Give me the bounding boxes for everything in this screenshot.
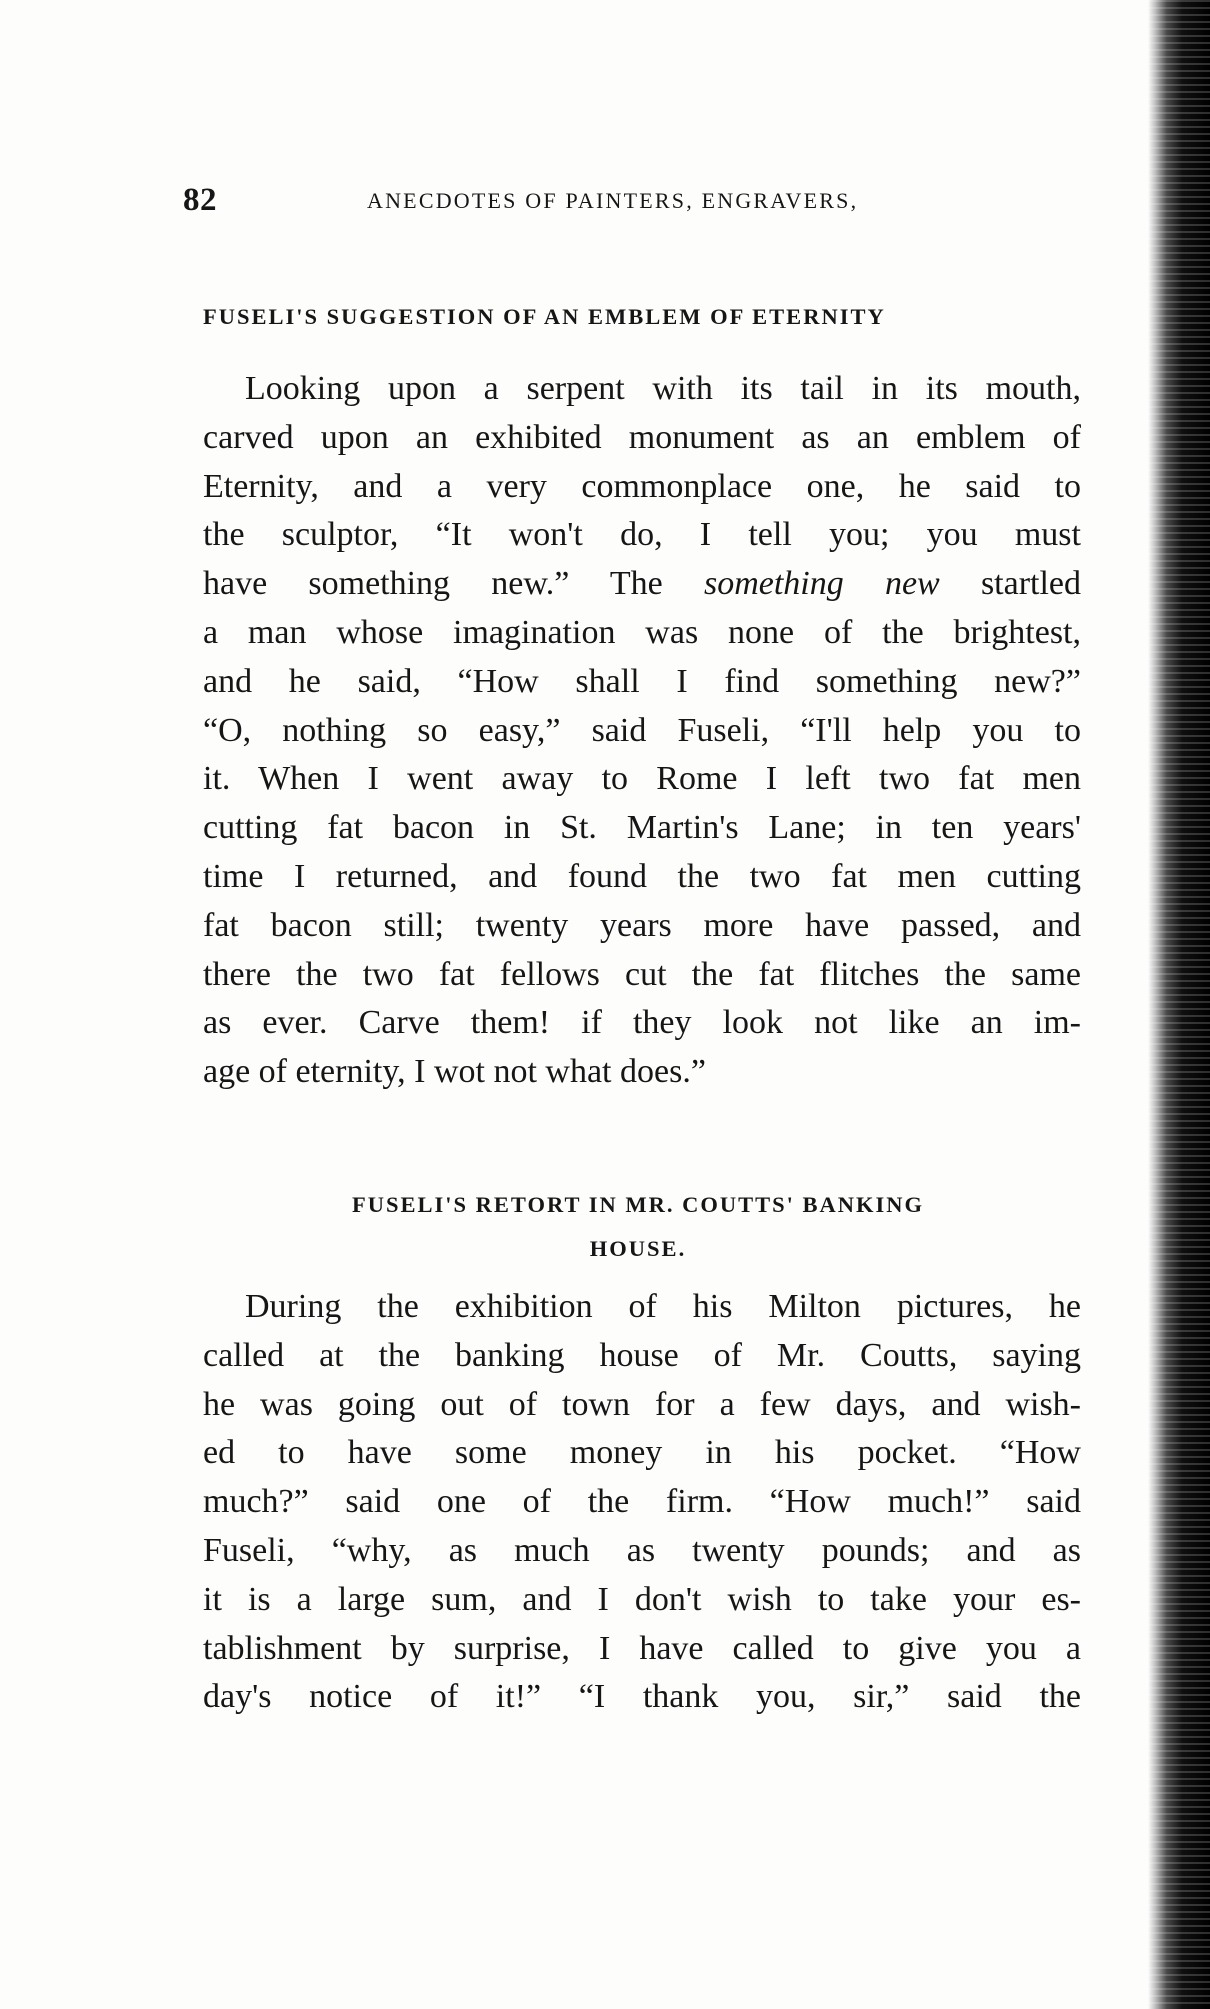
section-heading-line: HOUSE. bbox=[589, 1236, 687, 1261]
text-line: there the two fat fellows cut the fat flitches the same bbox=[203, 955, 1081, 993]
page-number: 82 bbox=[183, 182, 217, 218]
text-line: carved upon an exhibited monument as an emblem of bbox=[203, 418, 1081, 456]
text-line: day's notice of it!” “I thank you, sir,” said the bbox=[203, 1678, 1081, 1716]
text-line: Looking upon a serpent with its tail in its mouth, bbox=[245, 370, 1081, 407]
text-line: the sculptor, “It won't do, I tell you; you must bbox=[203, 516, 1081, 554]
text-line: as ever. Carve them! if they look not like an im- bbox=[203, 1004, 1081, 1042]
section-heading-line: FUSELI'S RETORT IN MR. COUTTS' BANKING bbox=[352, 1192, 924, 1217]
paragraph-emblem-of-eternity bbox=[203, 365, 1081, 1097]
text-line: “O, nothing so easy,” said Fuseli, “I'll help you to bbox=[203, 711, 1081, 749]
running-head bbox=[183, 182, 973, 222]
text-line: During the exhibition of his Milton pictures, he bbox=[245, 1288, 1081, 1325]
text-line: called at the banking house of Mr. Coutts, saying bbox=[203, 1336, 1081, 1374]
section-heading-coutts-banking-house bbox=[203, 1183, 1073, 1271]
text-line: Fuseli, “why, as much as twenty pounds; and as bbox=[203, 1531, 1081, 1569]
paragraph-coutts-banking-house bbox=[203, 1283, 1081, 1722]
text-line: he was going out of town for a few days, and wish- bbox=[203, 1385, 1081, 1423]
text-line: ed to have some money in his pocket. “How bbox=[203, 1434, 1081, 1472]
section-heading-line: FUSELI'S SUGGESTION OF AN EMBLEM OF ETERNITY bbox=[203, 304, 886, 329]
page-binding-edge bbox=[1148, 0, 1210, 2009]
text-line: Eternity, and a very commonplace one, he said to bbox=[203, 467, 1081, 505]
text-line: fat bacon still; twenty years more have passed, and bbox=[203, 906, 1081, 944]
text-line: cutting fat bacon in St. Martin's Lane; in ten years' bbox=[203, 809, 1081, 847]
text-fragment: startled bbox=[980, 565, 1082, 603]
section-heading-emblem-of-eternity bbox=[203, 304, 1073, 330]
text-line: a man whose imagination was none of the brightest, bbox=[203, 613, 1081, 651]
text-line: and he said, “How shall I find something new?” bbox=[203, 662, 1081, 700]
text-line: it is a large sum, and I don't wish to take your es- bbox=[203, 1580, 1081, 1618]
text-line: much?” said one of the firm. “How much!” said bbox=[203, 1483, 1081, 1521]
text-line: time I returned, and found the two fat men cutting bbox=[203, 857, 1081, 895]
text-line: it. When I went away to Rome I left two fat men bbox=[203, 760, 1081, 798]
text-fragment: have something new.” The bbox=[203, 565, 663, 603]
emphasis-text: something new bbox=[703, 565, 940, 603]
text-line: tablishment by surprise, I have called to give you a bbox=[203, 1629, 1081, 1667]
text-line-with-emphasis bbox=[203, 560, 1081, 609]
running-title: ANECDOTES OF PAINTERS, ENGRAVERS, bbox=[367, 188, 859, 213]
text-line: age of eternity, I wot not what does.” bbox=[203, 1053, 706, 1091]
